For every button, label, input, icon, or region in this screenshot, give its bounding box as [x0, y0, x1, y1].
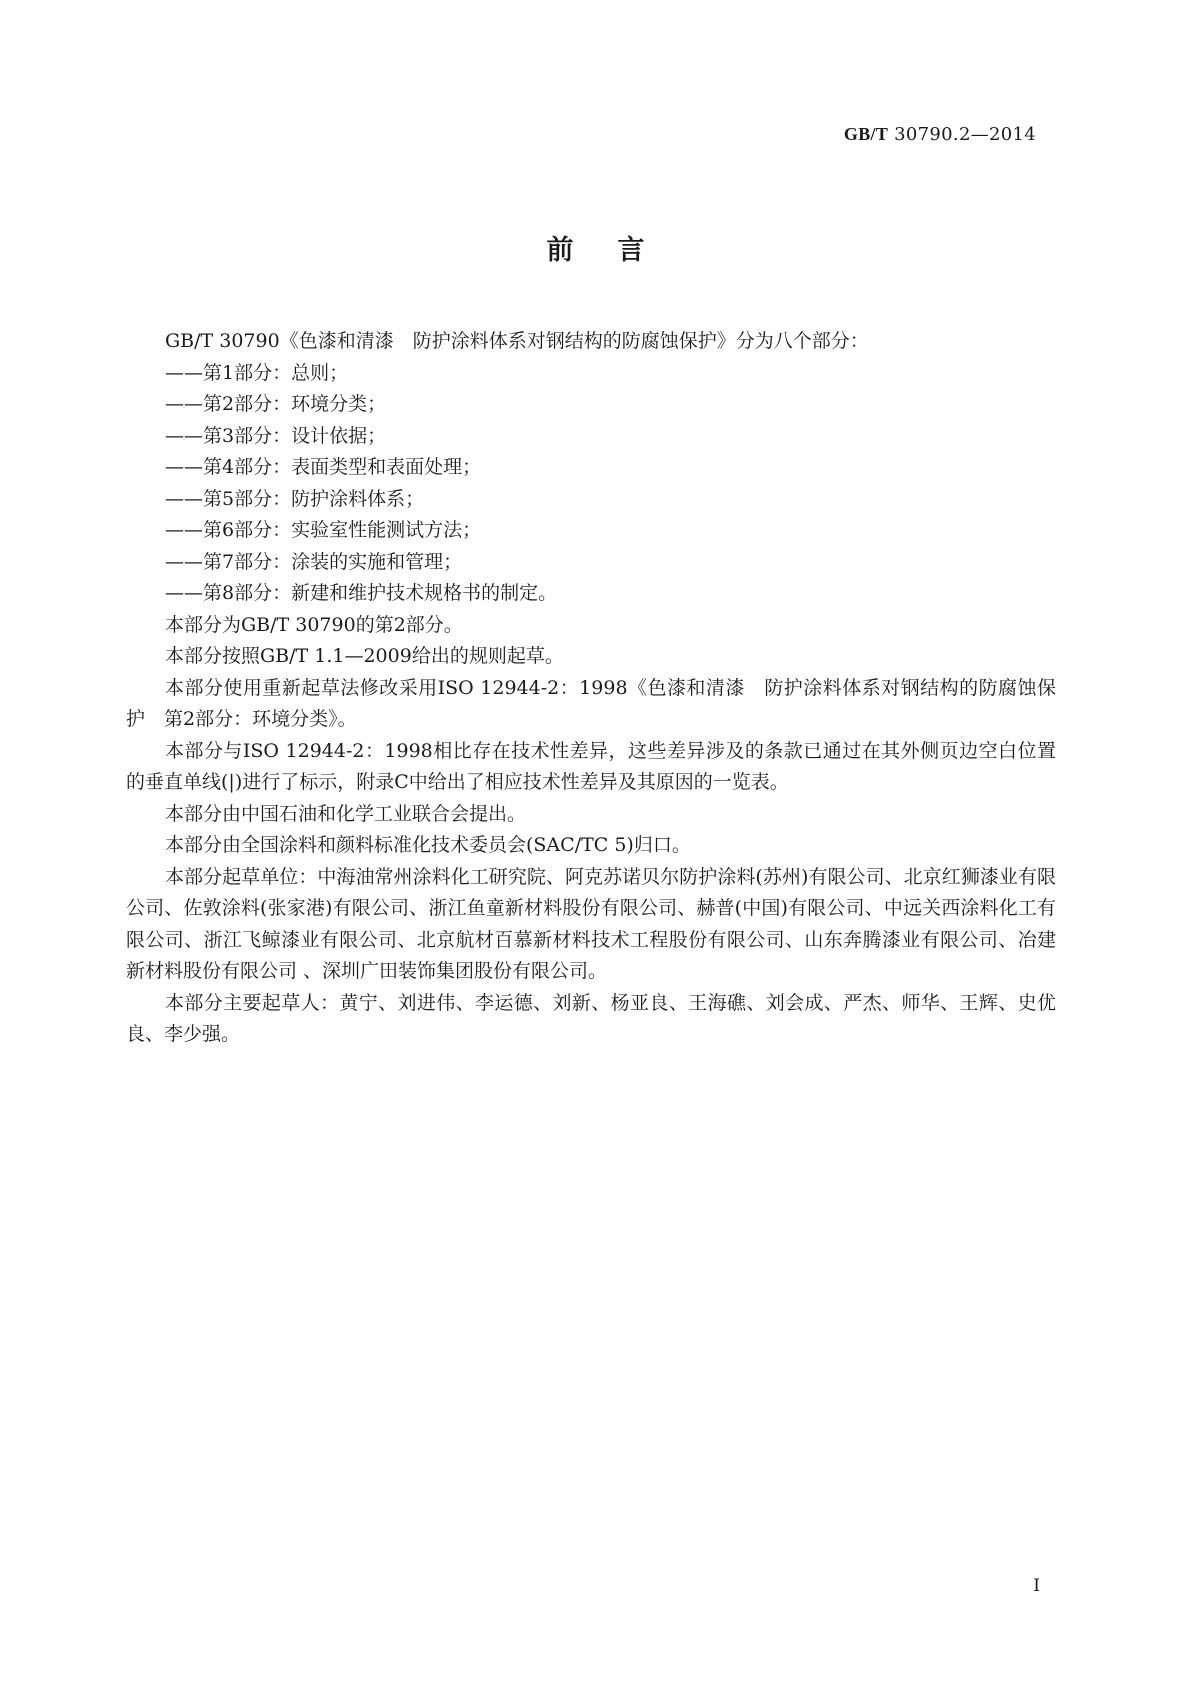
- page-number: I: [1033, 1576, 1040, 1596]
- paragraph-drafting-units: 本部分起草单位：中海油常州涂料化工研究院、阿克苏诺贝尔防护涂料(苏州)有限公司、北京红狮漆业有限公司、佐敦涂料(张家港)有限公司、浙江鱼童新材料股份有限公司、赫普(中国)有限公司、中远关西涂料化工有限公司、浙江飞鲸漆业有限公司、北京航材百慕新材料技术工程股份有限公司、山东奔腾漆业有限公司、冶建新材料股份有限公司 、深圳广田装饰集团股份有限公司。: [126, 865, 1056, 982]
- paragraph-adoption: 本部分使用重新起草法修改采用ISO 12944-2：1998《色漆和清漆 防护涂料体系对钢结构的防腐蚀保护 第2部分：环境分类》。: [126, 676, 1056, 730]
- standard-number-header: [844, 124, 1036, 145]
- paragraph-committee: 本部分由全国涂料和颜料标准化技术委员会(SAC/TC 5)归口。: [165, 834, 691, 856]
- paragraph-part-number: 本部分为GB/T 30790的第2部分。: [165, 613, 463, 636]
- list-item: ——第2部分：环境分类；: [165, 393, 387, 415]
- list-item: ——第6部分：实验室性能测试方法；: [165, 519, 482, 541]
- list-item: ——第1部分：总则；: [165, 361, 349, 384]
- page-title: 前言: [546, 235, 689, 266]
- standard-prefix: GB/T: [843, 124, 889, 144]
- paragraph-drafters: 本部分主要起草人：黄宁、刘进伟、李运德、刘新、杨亚良、王海礁、刘会成、严杰、师华、王辉、史优良、李少强。: [126, 991, 1056, 1045]
- paragraph-drafting-rules: 本部分按照GB/T 1.1—2009给出的规则起草。: [165, 645, 564, 667]
- list-item: ——第3部分：设计依据；: [165, 424, 387, 447]
- list-item: ——第7部分：涂装的实施和管理；: [165, 550, 463, 573]
- paragraph-proposer: 本部分由中国石油和化学工业联合会提出。: [165, 802, 527, 825]
- list-item: ——第4部分：表面类型和表面处理；: [165, 456, 482, 478]
- paragraph-technical-differences: 本部分与ISO 12944-2：1998相比存在技术性差异，这些差异涉及的条款已通过在其外侧页边空白位置的垂直单线(|)进行了标示，附录C中给出了相应技术性差异及其原因的一览表。: [126, 739, 1056, 793]
- standard-code: 30790.2—2014: [894, 124, 1036, 145]
- list-item: ——第5部分：防护涂料体系；: [165, 487, 425, 510]
- document-body: [126, 326, 1056, 1051]
- list-item: ——第8部分：新建和维护技术规格书的制定。: [165, 582, 558, 604]
- parts-list: [126, 358, 1056, 610]
- intro-paragraph: GB/T 30790《色漆和清漆 防护涂料体系对钢结构的防腐蚀保护》分为八个部分：: [165, 330, 869, 352]
